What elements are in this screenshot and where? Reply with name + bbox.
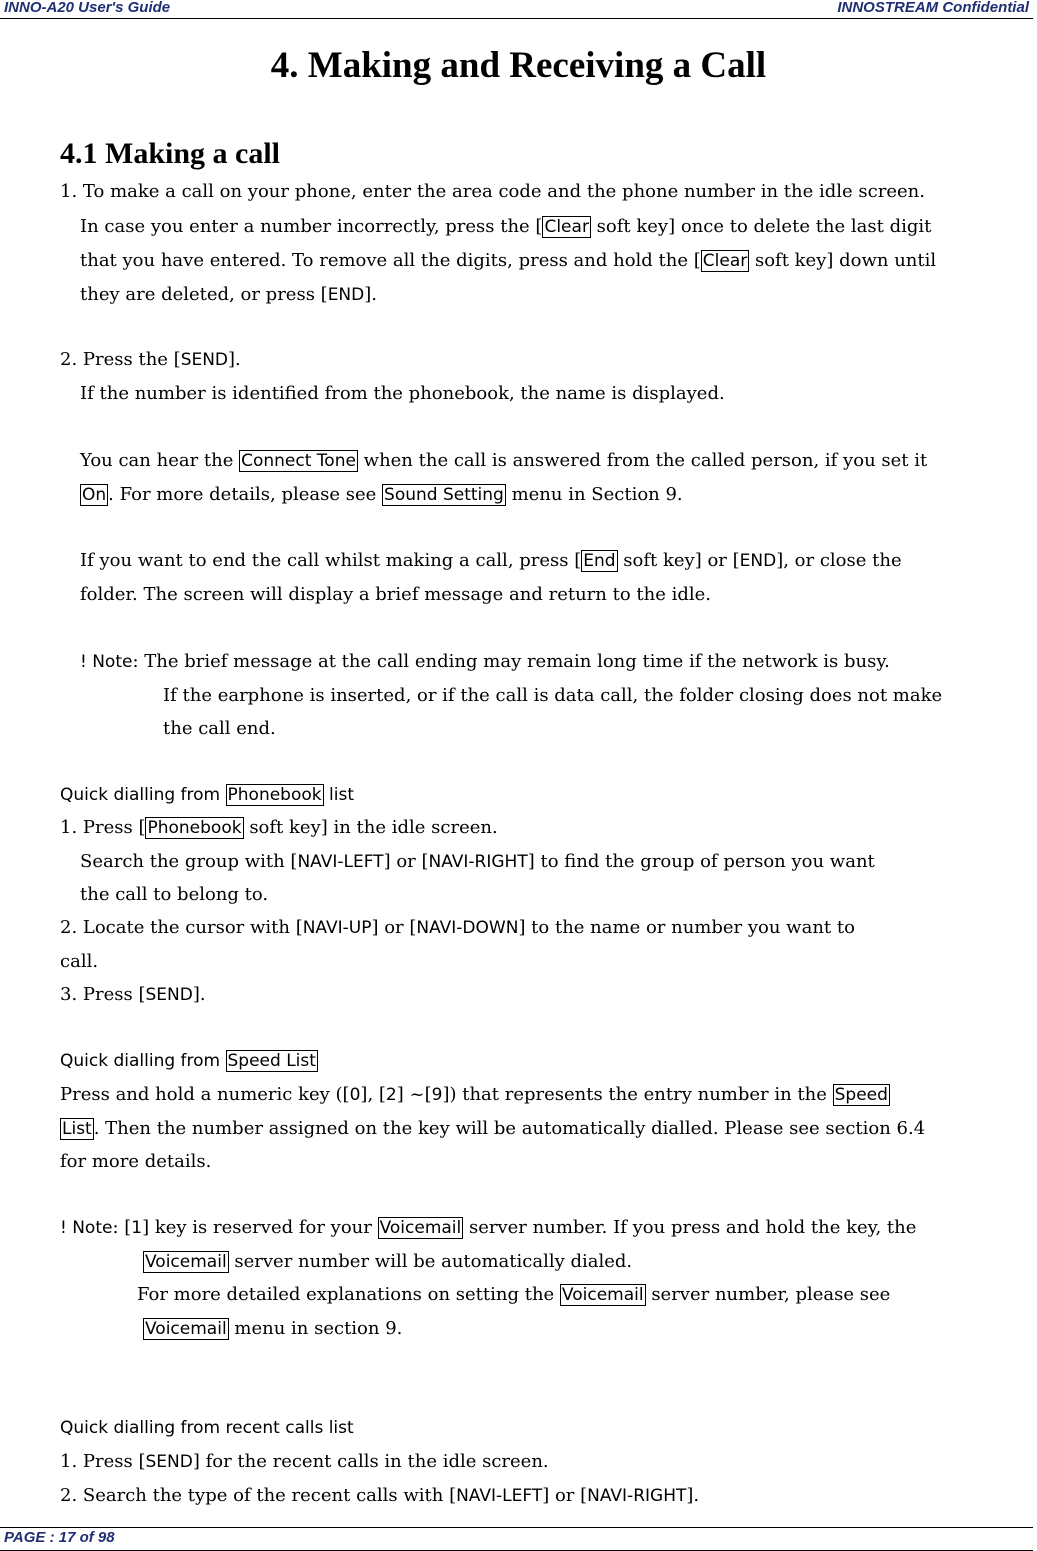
end-call-line-2 <box>80 582 711 608</box>
speed-list-heading <box>60 1048 318 1074</box>
voicemail-ref: Voicemail <box>145 1252 227 1272</box>
page-header <box>0 0 1033 19</box>
text-run: Quick dialling from <box>60 785 226 805</box>
text-run: Press and hold a numeric key ([ <box>60 1084 350 1105</box>
text-run: menu in Section 9. <box>505 484 683 505</box>
note-label: ! Note <box>60 1218 113 1238</box>
text-run: 3. Press [ <box>60 984 146 1005</box>
phonebook-ref: Phonebook <box>227 785 322 805</box>
text-run: NAVI-RIGHT <box>428 852 528 872</box>
text-run: list <box>323 785 354 805</box>
list-ref: List <box>62 1119 92 1139</box>
end-key-ref: END <box>739 551 777 571</box>
phonebook-step-1-line-2 <box>80 849 875 875</box>
text-run: that you have entered. To remove all the digits, press and hold the [ <box>80 250 701 271</box>
text-run: 1. Press [ <box>60 817 146 838</box>
text-run: ] ~[ <box>396 1084 432 1105</box>
text-run: . Then the number assigned on the key will be automatically dialled. Please see section 6.4 <box>93 1118 926 1139</box>
text-run: If the number is identified from the phonebook, the name is displayed. <box>80 383 725 404</box>
text-run: Quick dialling from recent calls list <box>60 1418 354 1438</box>
step-1-line-1 <box>60 179 925 205</box>
text-run: If the earphone is inserted, or if the call is data call, the folder closing does not make <box>163 685 943 706</box>
text-run: For more detailed explanations on setting the <box>137 1284 560 1305</box>
text-run: . For more details, please see <box>108 484 383 505</box>
phonebook-step-2-line-2 <box>60 949 98 975</box>
step-1-line-4 <box>80 282 377 308</box>
header-right: INNOSTREAM Confidential <box>837 0 1029 16</box>
text-run: NAVI-LEFT <box>456 1486 543 1506</box>
text-run: If you want to end the call whilst making a call, press [ <box>80 550 582 571</box>
text-run: ]. <box>228 349 241 370</box>
clear-key-ref: Clear <box>544 217 589 237</box>
note-label: ! Note <box>80 652 133 672</box>
note-2-line-4 <box>143 1316 402 1342</box>
text-run: 9 <box>431 1085 443 1105</box>
text-run: NAVI-UP <box>302 918 372 938</box>
text-run: SEND <box>145 985 193 1005</box>
text-run: ]. <box>364 284 377 305</box>
phonebook-heading <box>60 782 354 808</box>
text-run: ] or [ <box>383 851 429 872</box>
text-run: ]. <box>192 984 206 1005</box>
voicemail-ref: Voicemail <box>561 1285 644 1305</box>
connect-tone-ref: Connect Tone <box>241 451 356 471</box>
header-left: INNO-A20 User's Guide <box>4 0 171 16</box>
text-run: You can hear the <box>80 450 240 471</box>
text-run: NAVI-DOWN <box>416 918 519 938</box>
text-run: 1. Press [ <box>60 1451 146 1472</box>
text-run: soft key] in the idle screen. <box>243 817 498 838</box>
text-run: they are deleted, or press [ <box>80 284 328 305</box>
note-2-line-2 <box>143 1249 632 1275</box>
text-run: server number will be automatically dialed. <box>228 1251 633 1272</box>
text-run: Search the group with [ <box>80 851 298 872</box>
text-run: menu in section 9. <box>228 1318 403 1339</box>
text-run: 2. Press the [ <box>60 349 181 370</box>
text-run: when the call is answered from the called person, if you set it <box>357 450 928 471</box>
text-run: ], [ <box>360 1084 386 1105</box>
text-run: ] to the name or number you want to <box>518 917 855 938</box>
phonebook-step-3 <box>60 982 206 1008</box>
connect-tone-line-1 <box>80 448 927 474</box>
page-footer <box>0 1527 1033 1551</box>
voicemail-ref: Voicemail <box>145 1319 227 1339</box>
section-title: 4.1 Making a call <box>60 137 281 170</box>
send-key-ref: SEND <box>180 350 229 370</box>
phonebook-soft-key-ref: Phonebook <box>147 818 242 838</box>
note-1-line-1 <box>80 649 890 675</box>
step-2-line-2 <box>80 381 725 407</box>
chapter-title: 4. Making and Receiving a Call <box>270 45 767 86</box>
text-run: In case you enter a number incorrectly, press the [ <box>80 216 543 237</box>
text-run: 2. Locate the cursor with [ <box>60 917 303 938</box>
speed-line-2 <box>60 1116 925 1142</box>
text-run: ] for the recent calls in the idle screen. <box>192 1451 549 1472</box>
clear-key-ref: Clear <box>702 251 748 271</box>
text-run: call. <box>60 951 99 972</box>
recent-step-1 <box>60 1449 549 1475</box>
voicemail-ref: Voicemail <box>379 1218 462 1238</box>
phonebook-step-1-line-3 <box>80 882 268 908</box>
note-1-line-2 <box>163 683 942 709</box>
text-run: soft key] once to delete the last digit <box>590 216 932 237</box>
page-number: PAGE : 17 of 98 <box>4 1529 115 1546</box>
on-ref: On <box>82 485 107 505</box>
note-1-line-3 <box>163 716 276 742</box>
text-run: soft key] down until <box>749 250 937 271</box>
text-run: 2 <box>385 1085 397 1105</box>
step-1-line-3 <box>80 248 936 274</box>
text-run: server number. If you press and hold the key, the <box>463 1217 917 1238</box>
text-run: server number, please see <box>645 1284 891 1305</box>
note-2-line-1 <box>60 1215 916 1241</box>
phonebook-step-2 <box>60 915 855 941</box>
text-run: SEND <box>145 1452 193 1472</box>
phonebook-step-1 <box>60 815 498 841</box>
recent-calls-heading <box>60 1415 354 1441</box>
text-run: ] or [ <box>371 917 417 938</box>
text-run: 2. Search the type of the recent calls with [ <box>60 1485 457 1506</box>
text-run: ], or close the <box>776 550 902 571</box>
end-call-line-1 <box>80 548 902 574</box>
connect-tone-line-2 <box>80 482 683 508</box>
text-run: NAVI-RIGHT <box>587 1486 687 1506</box>
note-2-line-3 <box>137 1282 890 1308</box>
text-run: : The brief message at the call ending may remain long time if the network is busy. <box>132 651 890 672</box>
recent-step-2 <box>60 1483 699 1509</box>
text-run: ]. <box>686 1485 700 1506</box>
text-run: for more details. <box>60 1151 212 1172</box>
step-2-line-1 <box>60 347 241 373</box>
step-1-line-2 <box>80 214 931 240</box>
text-run: : [ <box>112 1217 132 1238</box>
text-run: NAVI-LEFT <box>297 852 384 872</box>
text-run: folder. The screen will display a brief message and return to the idle. <box>80 584 712 605</box>
end-key-ref: END <box>327 285 365 305</box>
text-run: 1 <box>131 1218 143 1238</box>
text-run: Quick dialling from <box>60 1051 226 1071</box>
text-run: 0 <box>349 1085 361 1105</box>
text-run: ] to find the group of person you want <box>527 851 875 872</box>
speed-ref: Speed <box>834 1085 888 1105</box>
text-run: ] or [ <box>542 1485 588 1506</box>
speed-line-1 <box>60 1082 890 1108</box>
sound-setting-ref: Sound Setting <box>384 485 504 505</box>
text-run: the call end. <box>163 718 276 739</box>
end-soft-key-ref: End <box>583 551 616 571</box>
text-run: ]) that represents the entry number in the <box>442 1084 833 1105</box>
text-run: soft key] or [ <box>617 550 740 571</box>
text-run: ] key is reserved for your <box>142 1217 378 1238</box>
text-run: 1. To make a call on your phone, enter the area code and the phone number in the idle screen. <box>60 181 925 202</box>
speed-line-3 <box>60 1149 211 1175</box>
text-run: the call to belong to. <box>80 884 269 905</box>
speed-list-ref: Speed List <box>227 1051 316 1071</box>
